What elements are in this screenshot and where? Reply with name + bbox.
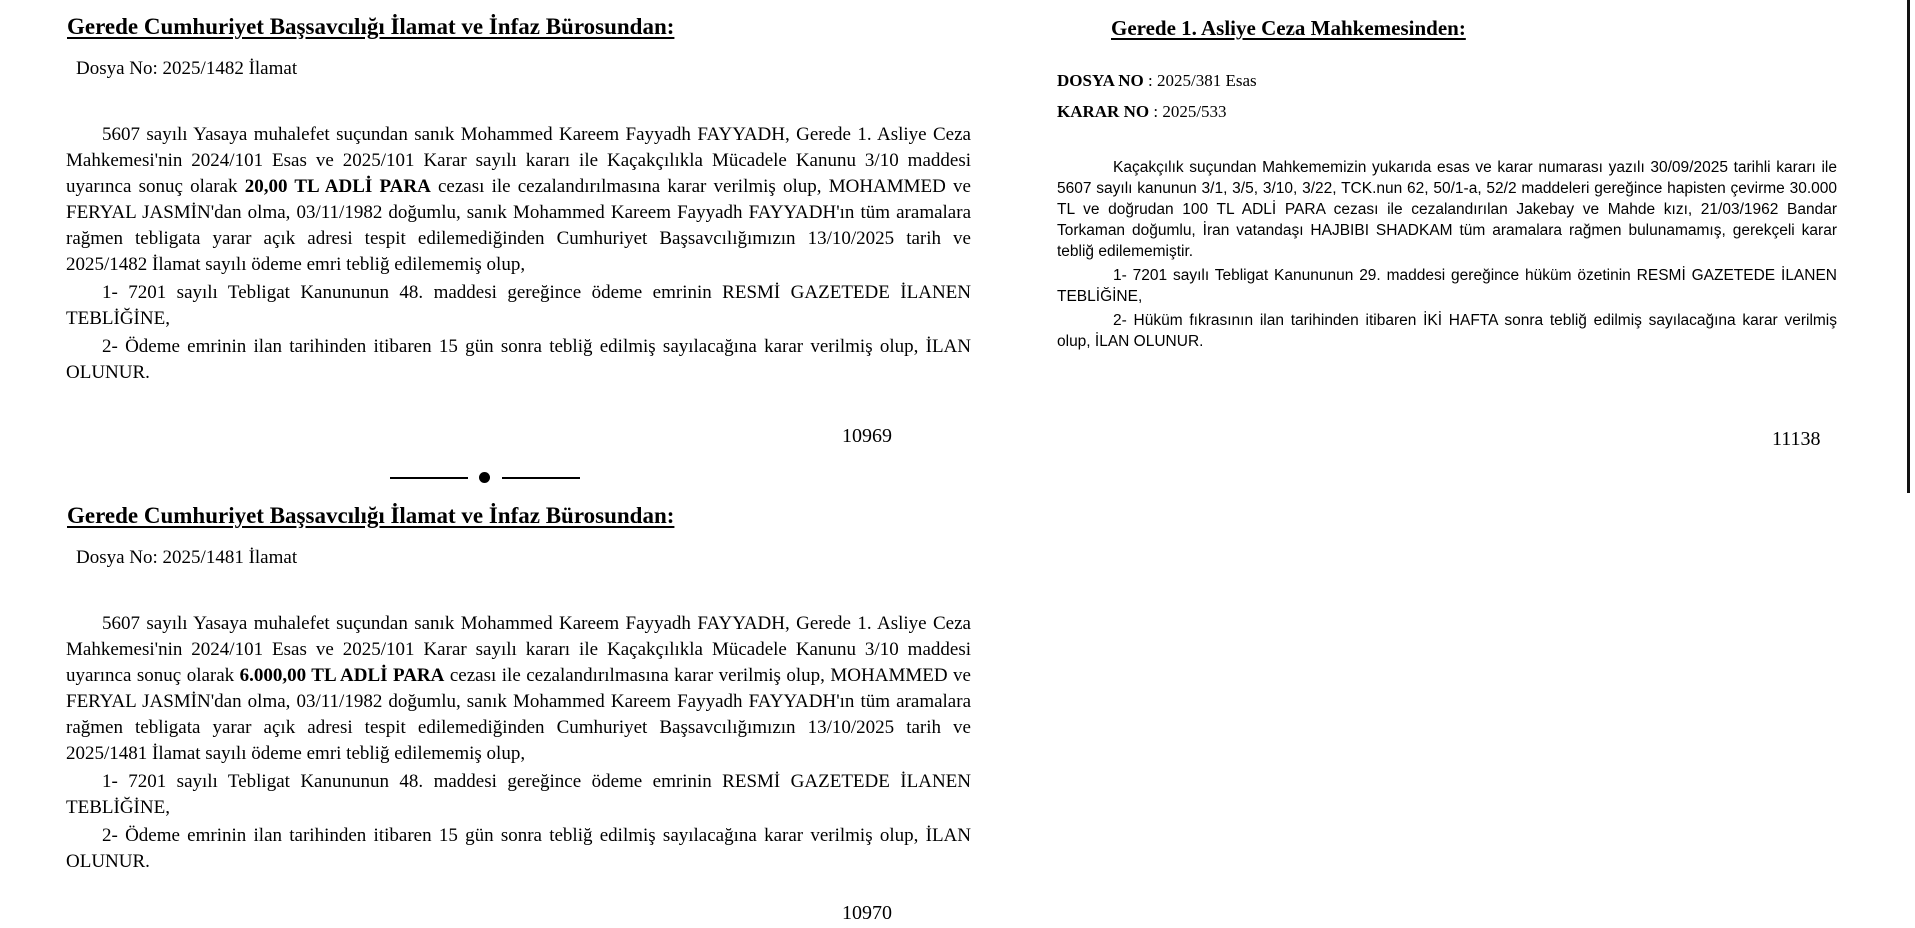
- paragraph-text: cezası ile cezalandırılmasına karar verilmiş olup, MOHAMMED ve FERYAL JASMİN'dan olma, 03/11/1982 doğumlu, sanık Mohammed Kareem Fayyadh FAYYADH'ın tüm aramalara rağmen tebligata yarar açık adresi tespit edilemediğinden Cumhuriyet Başsavcılığımızın 13/10/2025 tarih ve 2025/1482 İlamat sayılı ödeme emri tebliğ edilememiş olup,: [66, 176, 971, 275]
- decision-number-value: : 2025/533: [1149, 102, 1227, 121]
- fine-amount: 6.000,00 TL ADLİ PARA: [239, 665, 445, 686]
- notice-body: [66, 611, 971, 875]
- separator-line: [390, 477, 468, 479]
- notice-number: 10969: [842, 425, 892, 447]
- file-number-value: : 2025/381 Esas: [1143, 71, 1257, 90]
- file-number: Dosya No: 2025/1482 İlamat: [76, 58, 298, 79]
- notice-title: Gerede Cumhuriyet Başsavcılığı İlamat ve İnfaz Bürosundan:: [67, 14, 675, 39]
- notice-paragraph-main: Kaçakçılık suçundan Mahkememizin yukarıda esas ve karar numarası yazılı 30/09/2025 tarihli kararı ile 5607 sayılı kanunun 3/1, 3/5, 3/10, 3/22, TCK.nun 62, 50/1-a, 52/2 maddeleri gereğince hapisten çevirme 30.000 TL ve doğrudan 100 TL ADLİ PARA cezası ile cezalandırılan Jakebay ve Mahde kızı, 21/03/1962 Bandar Torkaman doğumlu, İran vatandaşı HAJBIBI SHADKAM tüm aramalara rağmen bulunamamış, gerekçeli karar tebliğ edilememiştir.: [1057, 159, 1837, 260]
- notice-paragraph-main: [66, 122, 971, 278]
- notice-paragraph-item-1: 1- 7201 sayılı Tebligat Kanununun 48. maddesi gereğince ödeme emrinin RESMİ GAZETEDE İLANEN TEBLİĞİNE,: [66, 771, 971, 818]
- notice-10969: [66, 14, 971, 386]
- separator-bullet-icon: [479, 472, 490, 483]
- decision-number-row: [1057, 96, 1837, 127]
- notice-body: [66, 122, 971, 386]
- notice-separator: [390, 467, 580, 487]
- file-number: Dosya No: 2025/1481 İlamat: [76, 547, 298, 568]
- notice-paragraph-item-2: 2- Ödeme emrinin ilan tarihinden itibaren 15 gün sonra tebliğ edilmiş sayılacağına karar verilmiş olup, İLAN OLUNUR.: [66, 336, 971, 383]
- column-edge: [1907, 0, 1910, 493]
- separator-line: [502, 477, 580, 479]
- file-number-row: [1057, 65, 1837, 96]
- paragraph-text: 5607 sayılı Yasaya muhalefet suçundan sanık Mohammed Kareem Fayyadh FAYYADH, Gerede 1. Asliye Ceza Mahkemesi'nin 2024/101 Esas ve 2025/101 Karar sayılı kararı ile Kaçakçılıkla Mücadele Kanunu 3/10 maddesi uyarınca sonuç olarak: [66, 124, 971, 197]
- notice-title: Gerede Cumhuriyet Başsavcılığı İlamat ve İnfaz Bürosundan:: [67, 503, 675, 528]
- fine-amount: 20,00 TL ADLİ PARA: [244, 176, 431, 197]
- notice-paragraph-main: [66, 611, 971, 767]
- notice-number: 10970: [842, 902, 892, 924]
- file-number-label: DOSYA NO: [1057, 71, 1144, 90]
- notice-paragraph-item-2: 2- Hüküm fıkrasının ilan tarihinden itibaren İKİ HAFTA sonra tebliğ edilmiş sayılacağına karar verilmiş olup, İLAN OLUNUR.: [1057, 312, 1837, 350]
- notice-number: 11138: [1772, 428, 1821, 450]
- paragraph-text: 5607 sayılı Yasaya muhalefet suçundan sanık Mohammed Kareem Fayyadh FAYYADH, Gerede 1. Asliye Ceza Mahkemesi'nin 2024/101 Esas ve 2025/101 Karar sayılı kararı ile Kaçakçılıkla Mücadele Kanunu 3/10 maddesi uyarınca sonuç olarak: [66, 613, 971, 686]
- decision-number-label: KARAR NO: [1057, 102, 1150, 121]
- notice-paragraph-item-2: 2- Ödeme emrinin ilan tarihinden itibaren 15 gün sonra tebliğ edilmiş sayılacağına karar verilmiş olup, İLAN OLUNUR.: [66, 825, 971, 872]
- case-meta: [1057, 65, 1837, 127]
- notice-paragraph-item-1: 1- 7201 sayılı Tebligat Kanununun 48. maddesi gereğince ödeme emrinin RESMİ GAZETEDE İLANEN TEBLİĞİNE,: [66, 282, 971, 329]
- paragraph-text: cezası ile cezalandırılmasına karar verilmiş olup, MOHAMMED ve FERYAL JASMİN'dan olma, 03/11/1982 doğumlu, sanık Mohammed Kareem Fayyadh FAYYADH'ın tüm aramalara rağmen tebligata yarar açık adresi tespit edilemediğinden Cumhuriyet Başsavcılığımızın 13/10/2025 tarih ve 2025/1481 İlamat sayılı ödeme emri tebliğ edilememiş olup,: [66, 665, 971, 764]
- notice-11138: [1057, 18, 1837, 352]
- notice-10970: [66, 503, 971, 875]
- notice-body: [1057, 157, 1837, 352]
- notice-paragraph-item-1: 1- 7201 sayılı Tebligat Kanununun 29. maddesi gereğince hüküm özetinin RESMİ GAZETEDE İLANEN TEBLİĞİNE,: [1057, 267, 1837, 305]
- notice-title: Gerede 1. Asliye Ceza Mahkemesinden:: [1111, 16, 1466, 40]
